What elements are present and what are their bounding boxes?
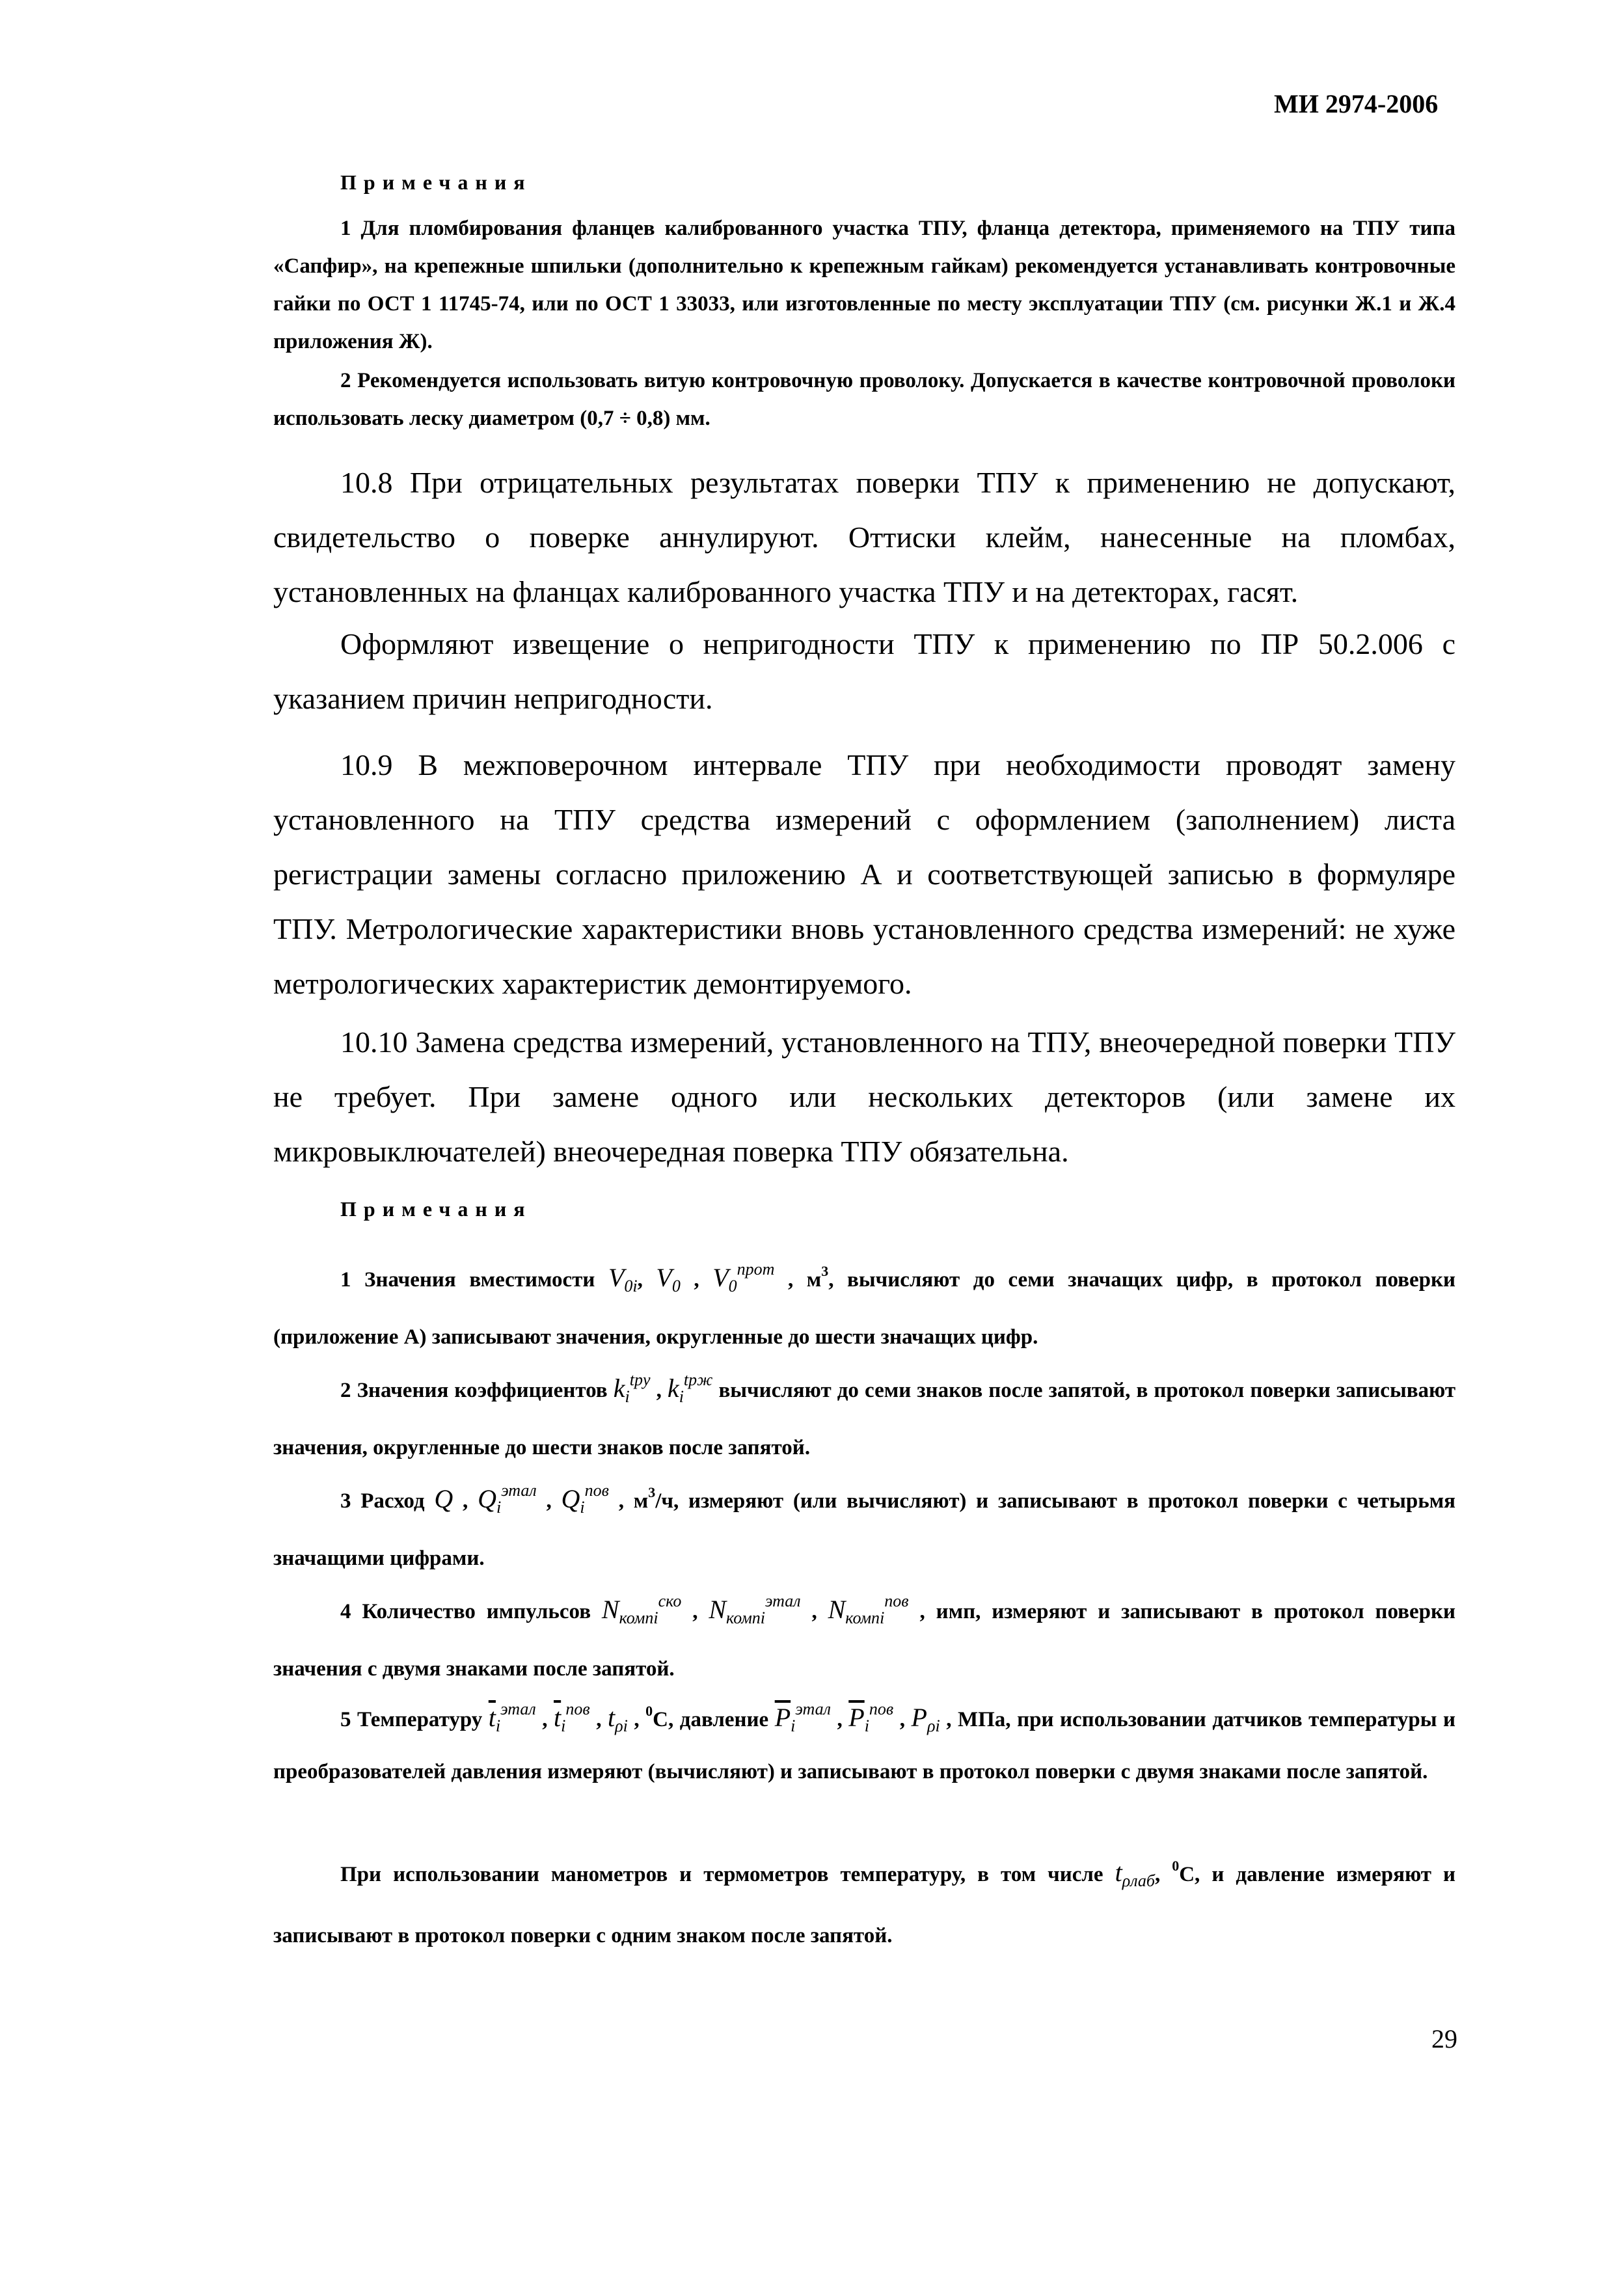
note2-2-lead: 2 Значения коэффициентов (340, 1379, 608, 1402)
note2-6-lead: При использовании манометров и термометров температуру, в том числе (340, 1863, 1103, 1886)
note-2 (273, 362, 1455, 437)
page-number: 29 (1431, 2024, 1457, 2053)
paragraph-10-8-extra (273, 617, 1455, 726)
document-code: МИ 2974-2006 (1274, 89, 1439, 118)
note2-4-text: имп, измеряют и записывают в протокол поверки значения с двумя знаками после запятой. (273, 1600, 1456, 1681)
formula-flow: Q , $Q_i^{этал}$ , $Q_i^{пов}$ , $м^3/ч$, (434, 1481, 679, 1517)
note2-1 (273, 1244, 1455, 1362)
note2-5-lead: 5 Температуру (340, 1708, 483, 1731)
formula-volumes: $V_{0i}$, $V_0$ , $V_0^{прот}$ , $м^3$, (608, 1260, 834, 1295)
formula-temperature: $\overline{t}_i^{этал}$ , $\overline{t}_i^{пов}$ , $t_{\rho i}$ , $^0$ (488, 1700, 653, 1735)
note-1-text: 1 Для пломбирования фланцев калиброванного участка ТПУ, фланца детектора, применяемого на ТПУ типа «Сапфир», на крепежные шпильки (дополнительно к крепежным гайкам) рекомендуется устанавливать контровочные гайки по ОСТ 1 11745-74, или по ОСТ 1 33033, или изготовленные по месту эксплуатации ТПУ (см. рисунки Ж.1 и Ж.4 приложения Ж). (273, 217, 1455, 353)
note2-3 (273, 1465, 1455, 1584)
paragraph-10-8 (273, 455, 1455, 619)
note-2-text: 2 Рекомендуется использовать витую контровочную проволоку. Допускается в качестве контровочной проволоки использовать леску диаметром (0,7 ÷ 0,8) мм. (273, 369, 1455, 430)
note2-5-text: МПа, при использовании датчиков температуры и преобразователей давления измеряют (вычисляют) и записывают в протокол поверки с двумя знаками после запятой. (273, 1708, 1456, 1783)
notes-heading-2: Примечания (340, 1197, 532, 1221)
note2-5 (273, 1686, 1455, 1795)
note2-6 (273, 1839, 1455, 1963)
paragraph-10-10 (273, 1015, 1455, 1179)
paragraph-10-8-text: 10.8 При отрицательных результатах поверки ТПУ к применению не допускают, свидетельство о поверке аннулируют. Оттиски клейм, нанесенные на пломбах, установленных на фланцах калиброванного участка ТПУ и на детекторах, гасят. (273, 466, 1455, 608)
note2-1-lead: 1 Значения вместимости (340, 1268, 595, 1292)
paragraph-10-8-extra-text: Оформляют извещение о непригодности ТПУ к применению по ПР 50.2.006 с указанием причин непригодности. (273, 627, 1455, 715)
notes-heading: Примечания (340, 170, 532, 194)
formula-coefficients: $k_i^{tpy}$ , $k_i^{tpж}$ (613, 1370, 713, 1406)
note2-5-mid: C, давление (653, 1708, 769, 1731)
paragraph-10-10-text: 10.10 Замена средства измерений, установленного на ТПУ, внеочередной поверки ТПУ не требует. При замене одного или нескольких детекторов (или замене их микровыключателей) внеочередная поверка ТПУ обязательна. (273, 1025, 1455, 1168)
note2-2 (273, 1355, 1455, 1473)
paragraph-10-9 (273, 738, 1455, 1011)
note2-4 (273, 1576, 1455, 1694)
paragraph-10-9-text: 10.9 В межповерочном интервале ТПУ при необходимости проводят замену установленного на ТПУ средства измерений с оформлением (заполнением) листа регистрации замены согласно приложению А и соответствующей записью в формуляре ТПУ. Метрологические характеристики вновь установленного средства измерений: не хуже метрологических характеристик демонтируемого. (273, 748, 1455, 1000)
formula-pressure: $\overline{P}_i^{этал}$ , $\overline{P}_i^{пов}$ , $P_{\rho i}$ , (774, 1700, 952, 1735)
formula-pulses: $N_{компi}^{ско}$ , $N_{компi}^{этал}$ , $N_{компi}^{пов}$ , (601, 1591, 925, 1627)
note2-3-text: измеряют (или вычисляют) и записывают в протокол поверки с четырьмя значащими цифрами. (273, 1489, 1456, 1570)
note2-2-text: вычисляют до семи знаков после запятой, в протокол поверки записывают значения, округленные до шести знаков после запятой. (273, 1379, 1456, 1459)
note2-1-text: вычисляют до семи значащих цифр, в протокол поверки (приложение А) записывают значения, округленные до шести значащих цифр. (273, 1268, 1456, 1349)
note2-6-text: C, и давление измеряют и записывают в протокол поверки с одним знаком после запятой. (273, 1863, 1455, 1947)
formula-lab-temperature: $t_{\rho лаб}$, $^0$ (1115, 1858, 1180, 1890)
note2-4-lead: 4 Количество импульсов (340, 1600, 591, 1623)
note-1 (273, 210, 1455, 360)
note2-3-lead: 3 Расход (340, 1489, 425, 1513)
